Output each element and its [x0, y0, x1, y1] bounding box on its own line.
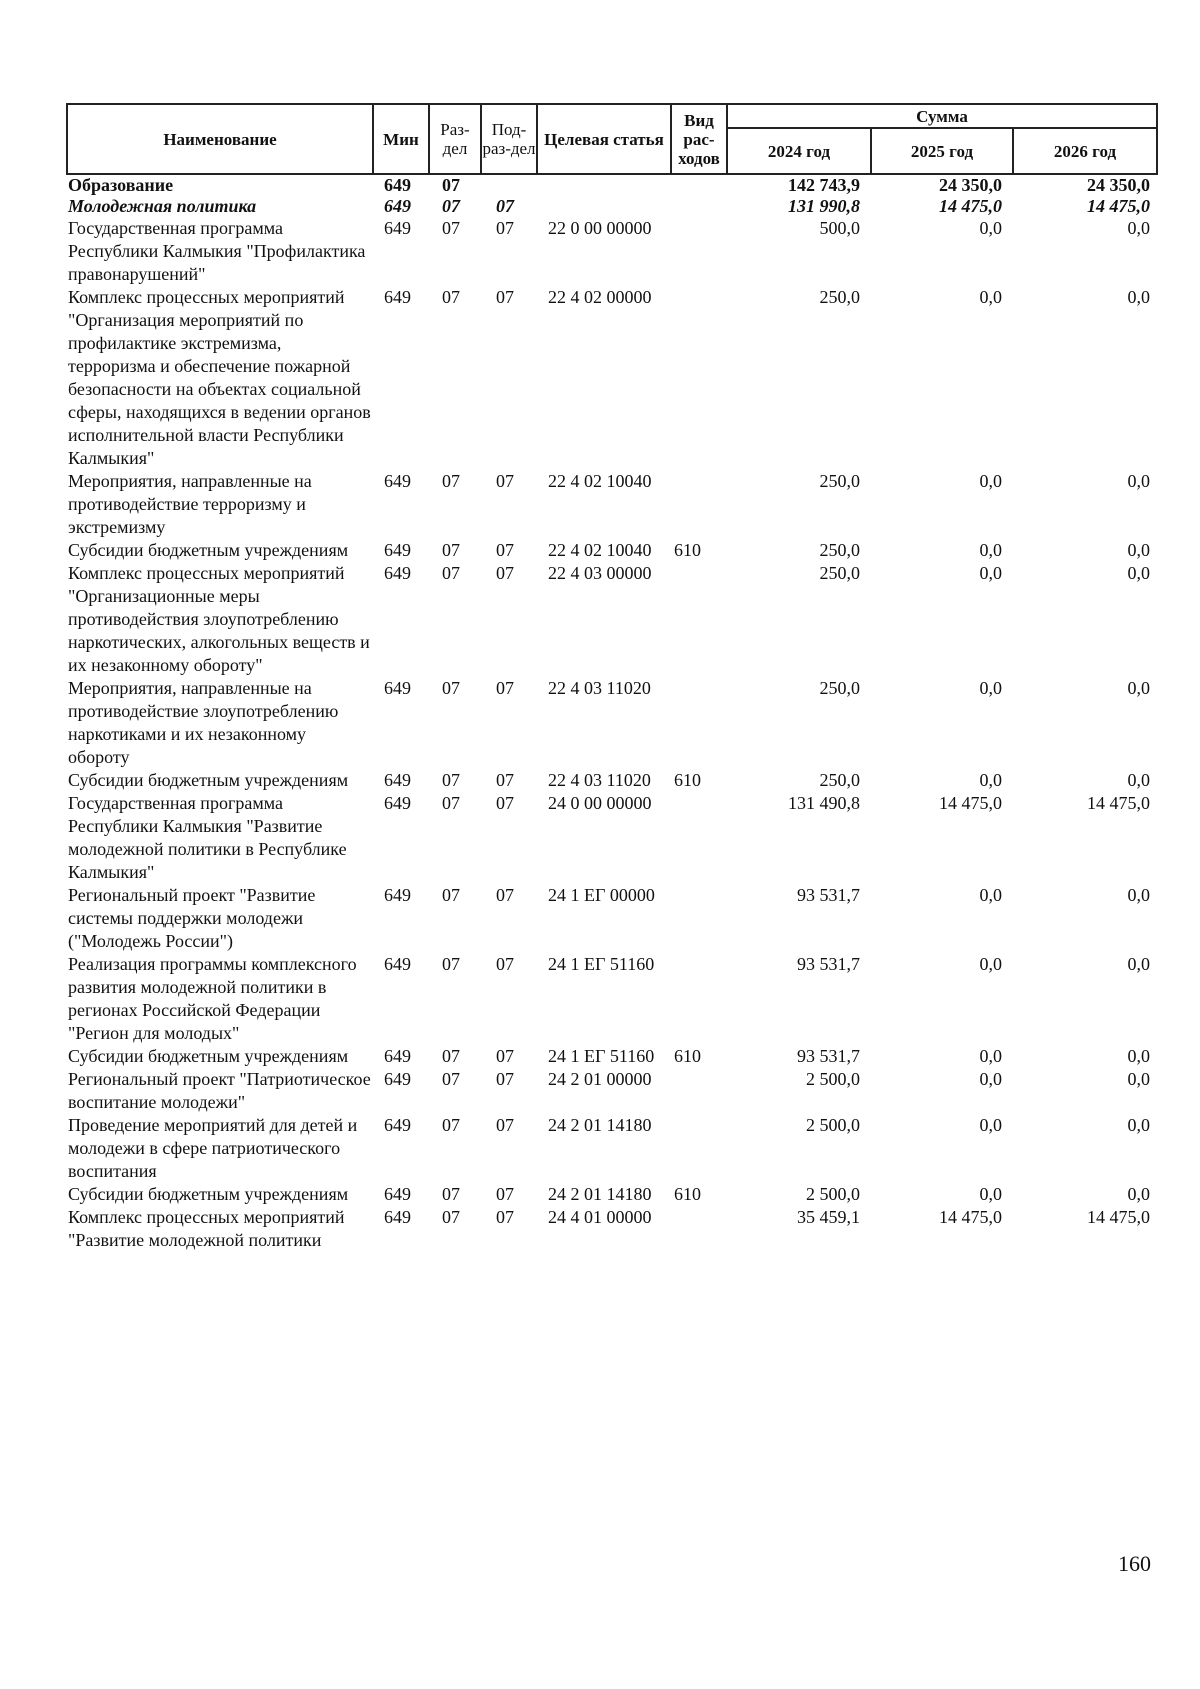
- table-row: [66, 175, 1156, 196]
- row-name: Государственная программа Республики Калмыкия "Профилактика правонарушений": [68, 218, 366, 284]
- row-podrazdel: 07: [496, 793, 514, 813]
- row-2024: 250,0: [819, 770, 860, 790]
- row-vid: [670, 175, 726, 196]
- row-2026: 0,0: [1127, 1046, 1150, 1066]
- row-min: 649: [384, 1207, 411, 1227]
- row-2024: 142 743,9: [788, 175, 860, 195]
- row-name: Образование: [68, 175, 174, 195]
- row-2025: 24 350,0: [939, 175, 1002, 195]
- header-summa: Сумма: [727, 104, 1157, 128]
- header-2024: 2024 год: [727, 128, 871, 174]
- row-2025: 0,0: [979, 540, 1002, 560]
- row-vid: [670, 677, 726, 769]
- row-podrazdel: 07: [496, 1184, 514, 1204]
- row-2024: 250,0: [819, 563, 860, 583]
- row-podrazdel: 07: [496, 885, 514, 905]
- row-podrazdel: 07: [496, 954, 514, 974]
- row-2026: 0,0: [1127, 287, 1150, 307]
- row-razdel: 07: [442, 218, 460, 238]
- row-2024: 250,0: [819, 540, 860, 560]
- table-row: [66, 769, 1156, 792]
- row-tselevaya: 22 4 02 00000: [548, 287, 652, 307]
- row-razdel: 07: [442, 175, 460, 195]
- row-min: 649: [384, 1184, 411, 1204]
- row-2024: 93 531,7: [797, 885, 860, 905]
- row-2025: 14 475,0: [939, 1207, 1002, 1227]
- row-2026: 0,0: [1127, 540, 1150, 560]
- row-podrazdel: 07: [496, 287, 514, 307]
- row-name: Региональный проект "Развитие системы поддержки молодежи ("Молодежь России"): [68, 885, 316, 951]
- header-min: Мин: [373, 104, 429, 174]
- row-tselevaya: 24 2 01 00000: [548, 1069, 652, 1089]
- row-2025: 0,0: [979, 471, 1002, 491]
- row-podrazdel: 07: [496, 196, 514, 216]
- row-2026: 0,0: [1127, 218, 1150, 238]
- row-razdel: 07: [442, 196, 460, 216]
- row-tselevaya: 24 1 ЕГ 51160: [548, 954, 655, 974]
- row-min: 649: [384, 218, 411, 238]
- row-name: Реализация программы комплексного развития молодежной политики в регионах Российской Федерации "Регион для молодых": [68, 954, 357, 1043]
- row-min: 649: [384, 793, 411, 813]
- row-2025: 14 475,0: [939, 793, 1002, 813]
- row-min: 649: [384, 196, 411, 216]
- row-2024: 2 500,0: [806, 1115, 860, 1135]
- row-name: Комплекс процессных мероприятий "Организация мероприятий по профилактике экстремизма, терроризма и обеспечение пожарной безопасности на объектах социальной сферы, находящихся в ведении органов исполнительной власти Республики Калмыкия": [68, 287, 371, 468]
- row-2026: 0,0: [1127, 1115, 1150, 1135]
- row-min: 649: [384, 1069, 411, 1089]
- row-min: 649: [384, 471, 411, 491]
- row-razdel: 07: [442, 1069, 460, 1089]
- row-2026: 14 475,0: [1087, 1207, 1150, 1227]
- row-podrazdel: 07: [496, 1046, 514, 1066]
- row-tselevaya: [536, 175, 670, 196]
- row-2025: 0,0: [979, 563, 1002, 583]
- row-razdel: 07: [442, 563, 460, 583]
- row-razdel: 07: [442, 1207, 460, 1227]
- row-name: Субсидии бюджетным учреждениям: [68, 1046, 349, 1066]
- row-name: Мероприятия, направленные на противодействие терроризму и экстремизму: [68, 471, 312, 537]
- table-row: [66, 677, 1156, 769]
- row-min: 649: [384, 954, 411, 974]
- row-vid: [670, 1114, 726, 1183]
- row-vid: [670, 1068, 726, 1114]
- row-razdel: 07: [442, 1046, 460, 1066]
- row-tselevaya: 22 4 03 11020: [548, 678, 651, 698]
- row-name: Региональный проект "Патриотическое воспитание молодежи": [68, 1069, 371, 1112]
- budget-table: [66, 103, 1156, 1252]
- table-row: [66, 953, 1156, 1045]
- row-2024: 500,0: [819, 218, 860, 238]
- row-2025: 14 475,0: [939, 196, 1002, 216]
- row-2024: 2 500,0: [806, 1184, 860, 1204]
- row-tselevaya: 22 4 03 00000: [548, 563, 652, 583]
- row-name: Субсидии бюджетным учреждениям: [68, 770, 349, 790]
- row-name: Государственная программа Республики Калмыкия "Развитие молодежной политики в Республике Калмыкия": [68, 793, 347, 882]
- row-tselevaya: 22 0 00 00000: [548, 218, 652, 238]
- row-razdel: 07: [442, 770, 460, 790]
- header-2025: 2025 год: [871, 128, 1013, 174]
- row-vid: 610: [674, 540, 701, 560]
- row-min: 649: [384, 287, 411, 307]
- row-min: 649: [384, 770, 411, 790]
- row-vid: [670, 792, 726, 884]
- row-razdel: 07: [442, 885, 460, 905]
- row-vid: [670, 1206, 726, 1252]
- row-2026: 0,0: [1127, 770, 1150, 790]
- row-vid: 610: [674, 1184, 701, 1204]
- table-row: [66, 1183, 1156, 1206]
- table-row: [66, 792, 1156, 884]
- row-2026: 0,0: [1127, 1184, 1150, 1204]
- header-vid: Вид рас-ходов: [671, 104, 727, 174]
- row-vid: 610: [674, 770, 701, 790]
- header-2026: 2026 год: [1013, 128, 1157, 174]
- row-vid: [670, 217, 726, 286]
- row-razdel: 07: [442, 540, 460, 560]
- row-name: Комплекс процессных мероприятий "Развитие молодежной политики: [68, 1207, 345, 1250]
- row-2024: 250,0: [819, 287, 860, 307]
- row-min: 649: [384, 175, 411, 195]
- row-name: Проведение мероприятий для детей и молодежи в сфере патриотического воспитания: [68, 1115, 358, 1181]
- row-podrazdel: 07: [496, 1115, 514, 1135]
- row-2026: 14 475,0: [1087, 196, 1150, 216]
- table-row: [66, 196, 1156, 217]
- row-vid: [670, 953, 726, 1045]
- table-row: [66, 1206, 1156, 1252]
- row-razdel: 07: [442, 793, 460, 813]
- row-tselevaya: 24 0 00 00000: [548, 793, 652, 813]
- row-razdel: 07: [442, 287, 460, 307]
- row-min: 649: [384, 678, 411, 698]
- row-vid: [670, 884, 726, 953]
- row-2025: 0,0: [979, 1046, 1002, 1066]
- table-row: [66, 884, 1156, 953]
- row-vid: [670, 196, 726, 217]
- row-2024: 250,0: [819, 471, 860, 491]
- header-tselevaya: Целевая статья: [537, 104, 671, 174]
- row-name: Комплекс процессных мероприятий "Организационные меры противодействия злоупотреблению наркотических, алкогольных веществ и их незаконному обороту": [68, 563, 370, 675]
- row-2026: 0,0: [1127, 563, 1150, 583]
- table-row: [66, 286, 1156, 470]
- row-razdel: 07: [442, 1184, 460, 1204]
- page-number: 160: [1118, 1551, 1151, 1576]
- row-2024: 35 459,1: [797, 1207, 860, 1227]
- row-2025: 0,0: [979, 1115, 1002, 1135]
- row-podrazdel: 07: [496, 218, 514, 238]
- row-podrazdel: 07: [496, 563, 514, 583]
- row-2026: 0,0: [1127, 678, 1150, 698]
- row-2024: 93 531,7: [797, 1046, 860, 1066]
- row-2025: 0,0: [979, 678, 1002, 698]
- row-min: 649: [384, 1115, 411, 1135]
- row-2025: 0,0: [979, 770, 1002, 790]
- row-vid: [670, 470, 726, 539]
- header-podrazdel: Под-раз-дел: [481, 104, 537, 174]
- row-2024: 131 490,8: [788, 793, 860, 813]
- row-tselevaya: 22 4 02 10040: [548, 540, 652, 560]
- row-2025: 0,0: [979, 218, 1002, 238]
- row-2025: 0,0: [979, 885, 1002, 905]
- row-podrazdel: 07: [496, 678, 514, 698]
- row-tselevaya: 24 2 01 14180: [548, 1115, 652, 1135]
- row-2025: 0,0: [979, 1069, 1002, 1089]
- table-row: [66, 539, 1156, 562]
- table-body: [66, 175, 1156, 1252]
- table-row: [66, 1045, 1156, 1068]
- row-2026: 0,0: [1127, 471, 1150, 491]
- row-tselevaya: 24 1 ЕГ 51160: [548, 1046, 655, 1066]
- row-podrazdel: [480, 175, 536, 196]
- row-podrazdel: 07: [496, 540, 514, 560]
- row-2024: 131 990,8: [788, 196, 860, 216]
- row-name: Молодежная политика: [68, 196, 257, 216]
- row-razdel: 07: [442, 1115, 460, 1135]
- table-row: [66, 217, 1156, 286]
- row-2025: 0,0: [979, 287, 1002, 307]
- row-vid: [670, 562, 726, 677]
- table-row: [66, 1068, 1156, 1114]
- row-podrazdel: 07: [496, 1207, 514, 1227]
- row-podrazdel: 07: [496, 1069, 514, 1089]
- table-row: [66, 1114, 1156, 1183]
- row-2026: 0,0: [1127, 885, 1150, 905]
- row-2025: 0,0: [979, 1184, 1002, 1204]
- row-min: 649: [384, 540, 411, 560]
- header-name: Наименование: [67, 104, 373, 174]
- row-tselevaya: 22 4 03 11020: [548, 770, 651, 790]
- row-podrazdel: 07: [496, 770, 514, 790]
- row-2024: 250,0: [819, 678, 860, 698]
- row-tselevaya: 24 2 01 14180: [548, 1184, 652, 1204]
- row-2024: 2 500,0: [806, 1069, 860, 1089]
- row-razdel: 07: [442, 954, 460, 974]
- row-name: Субсидии бюджетным учреждениям: [68, 1184, 349, 1204]
- row-min: 649: [384, 563, 411, 583]
- row-name: Мероприятия, направленные на противодействие злоупотреблению наркотиками и их незаконному обороту: [68, 678, 339, 767]
- row-razdel: 07: [442, 471, 460, 491]
- row-tselevaya: 24 1 ЕГ 00000: [548, 885, 655, 905]
- row-2024: 93 531,7: [797, 954, 860, 974]
- table-row: [66, 562, 1156, 677]
- row-2026: 14 475,0: [1087, 793, 1150, 813]
- table-row: [66, 470, 1156, 539]
- row-min: 649: [384, 885, 411, 905]
- row-2026: 24 350,0: [1087, 175, 1150, 195]
- row-vid: 610: [674, 1046, 701, 1066]
- row-tselevaya: 22 4 02 10040: [548, 471, 652, 491]
- row-tselevaya: [536, 196, 670, 217]
- table-header: [66, 103, 1158, 175]
- row-razdel: 07: [442, 678, 460, 698]
- row-2026: 0,0: [1127, 954, 1150, 974]
- row-min: 649: [384, 1046, 411, 1066]
- row-podrazdel: 07: [496, 471, 514, 491]
- row-2026: 0,0: [1127, 1069, 1150, 1089]
- row-tselevaya: 24 4 01 00000: [548, 1207, 652, 1227]
- row-vid: [670, 286, 726, 470]
- header-razdel: Раз-дел: [429, 104, 481, 174]
- row-2025: 0,0: [979, 954, 1002, 974]
- row-name: Субсидии бюджетным учреждениям: [68, 540, 349, 560]
